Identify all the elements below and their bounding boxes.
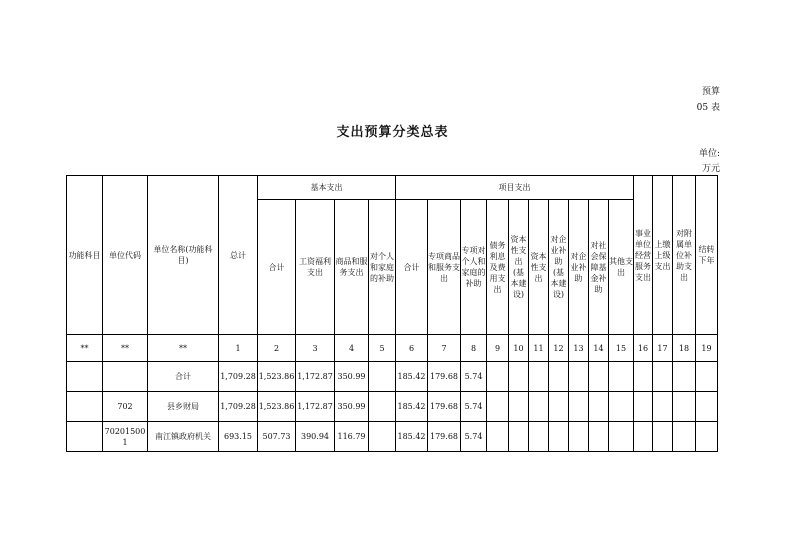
header-basic-goods: 商品和服务支出: [335, 200, 369, 335]
header-project-enterprise: 对企业补助: [569, 200, 589, 335]
header-project-capital-construction: 资本性支出(基本建设): [509, 200, 529, 335]
basic-total-cell: 507.73: [258, 422, 296, 452]
header-business: 事业单位经营服务支出: [634, 176, 653, 335]
index-cell: 8: [461, 335, 487, 362]
salary-cell: 1,172.87: [296, 362, 335, 392]
index-cell: 18: [673, 335, 696, 362]
empty-cell: [569, 362, 589, 392]
index-row: [67, 335, 718, 362]
basic-total-cell: 1,523.86: [258, 392, 296, 422]
index-cell: 7: [428, 335, 461, 362]
header-project-total: 合计: [396, 200, 428, 335]
project-personal-cell: 5.74: [461, 392, 487, 422]
index-cell: **: [67, 335, 103, 362]
empty-cell: [634, 422, 653, 452]
index-cell: **: [148, 335, 219, 362]
header-total: 总计: [219, 176, 258, 335]
basic-total-cell: 1,523.86: [258, 362, 296, 392]
unit-label-line2: 万元: [701, 164, 720, 174]
header-project: 项目支出: [396, 176, 634, 200]
empty-cell: [653, 362, 673, 392]
empty-cell: [589, 392, 609, 422]
index-cell: 6: [396, 335, 428, 362]
empty-cell: [569, 422, 589, 452]
empty-cell: [653, 392, 673, 422]
func-subject-cell: [67, 392, 103, 422]
basic-personal-cell: [369, 362, 396, 392]
empty-cell: [529, 392, 549, 422]
unit-name-cell: 县乡财局: [148, 392, 219, 422]
header-basic-salary: 工资福利支出: [296, 200, 335, 335]
empty-cell: [589, 422, 609, 452]
project-goods-cell: 179.68: [428, 362, 461, 392]
unit-code-cell: 702: [103, 392, 148, 422]
empty-cell: [549, 422, 569, 452]
header-basic: 基本支出: [258, 176, 396, 200]
empty-cell: [589, 362, 609, 392]
header-basic-personal: 对个人和家庭的补助: [369, 200, 396, 335]
salary-cell: 1,172.87: [296, 392, 335, 422]
header-project-other: 其他支出: [609, 200, 634, 335]
table-row: [67, 362, 718, 392]
goods-cell: 350.99: [335, 392, 369, 422]
salary-cell: 390.94: [296, 422, 335, 452]
project-total-cell: 185.42: [396, 362, 428, 392]
empty-cell: [487, 362, 509, 392]
index-cell: 17: [653, 335, 673, 362]
empty-cell: [673, 362, 696, 392]
empty-cell: [509, 392, 529, 422]
empty-cell: [569, 392, 589, 422]
project-total-cell: 185.42: [396, 392, 428, 422]
form-number-line1: 预算: [701, 87, 720, 97]
project-goods-cell: 179.68: [428, 392, 461, 422]
empty-cell: [673, 422, 696, 452]
empty-cell: [609, 422, 634, 452]
total-cell: 1,709.28: [219, 362, 258, 392]
project-goods-cell: 179.68: [428, 422, 461, 452]
empty-cell: [487, 392, 509, 422]
empty-cell: [549, 392, 569, 422]
expenditure-table: [66, 175, 718, 452]
unit-code-cell: 702015001: [103, 422, 148, 452]
unit-label-line1: 单位:: [698, 149, 720, 159]
index-cell: 2: [258, 335, 296, 362]
empty-cell: [487, 422, 509, 452]
index-cell: 13: [569, 335, 589, 362]
empty-cell: [634, 392, 653, 422]
func-subject-cell: [67, 362, 103, 392]
empty-cell: [634, 362, 653, 392]
header-unit-code: 单位代码: [103, 176, 148, 335]
index-cell: 9: [487, 335, 509, 362]
header-upper: 上缴上级支出: [653, 176, 673, 335]
project-total-cell: 185.42: [396, 422, 428, 452]
project-personal-cell: 5.74: [461, 422, 487, 452]
header-project-goods: 专项商品和服务支出: [428, 200, 461, 335]
goods-cell: 350.99: [335, 362, 369, 392]
header-carryover: 结转下年: [696, 176, 718, 335]
header-basic-total: 合计: [258, 200, 296, 335]
header-project-capital: 资本性支出: [529, 200, 549, 335]
empty-cell: [529, 362, 549, 392]
index-cell: 3: [296, 335, 335, 362]
empty-cell: [549, 362, 569, 392]
table-row: [67, 422, 718, 452]
empty-cell: [609, 392, 634, 422]
index-cell: **: [103, 335, 148, 362]
header-project-debt: 债务利息及费用支出: [487, 200, 509, 335]
header-project-social-security: 对社会保障基金补助: [589, 200, 609, 335]
unit-label: [670, 147, 720, 177]
total-cell: 693.15: [219, 422, 258, 452]
unit-name-cell: 合计: [148, 362, 219, 392]
index-cell: 4: [335, 335, 369, 362]
form-number-line2: 05 表: [696, 103, 720, 113]
basic-personal-cell: [369, 392, 396, 422]
page-title: 支出预算分类总表: [336, 125, 449, 140]
form-number: [680, 84, 720, 116]
index-cell: 11: [529, 335, 549, 362]
header-project-personal: 专项对个人和家庭的补助: [461, 200, 487, 335]
header-unit-name: 单位名称(功能科目): [148, 176, 219, 335]
index-cell: 15: [609, 335, 634, 362]
header-func-subject: 功能科目: [67, 176, 103, 335]
empty-cell: [696, 422, 718, 452]
empty-cell: [696, 392, 718, 422]
empty-cell: [509, 362, 529, 392]
empty-cell: [609, 362, 634, 392]
header-row-1: [67, 176, 718, 200]
index-cell: 1: [219, 335, 258, 362]
table-row: [67, 392, 718, 422]
goods-cell: 116.79: [335, 422, 369, 452]
header-affiliated: 对附属单位补助支出: [673, 176, 696, 335]
index-cell: 14: [589, 335, 609, 362]
empty-cell: [653, 422, 673, 452]
index-cell: 16: [634, 335, 653, 362]
index-cell: 5: [369, 335, 396, 362]
basic-personal-cell: [369, 422, 396, 452]
empty-cell: [673, 392, 696, 422]
unit-name-cell: 南江镇政府机关: [148, 422, 219, 452]
index-cell: 19: [696, 335, 718, 362]
unit-code-cell: [103, 362, 148, 392]
index-cell: 12: [549, 335, 569, 362]
total-cell: 1,709.28: [219, 392, 258, 422]
header-project-enterprise-construction: 对企业补助(基本建设): [549, 200, 569, 335]
index-cell: 10: [509, 335, 529, 362]
empty-cell: [696, 362, 718, 392]
project-personal-cell: 5.74: [461, 362, 487, 392]
func-subject-cell: [67, 422, 103, 452]
empty-cell: [529, 422, 549, 452]
empty-cell: [509, 422, 529, 452]
